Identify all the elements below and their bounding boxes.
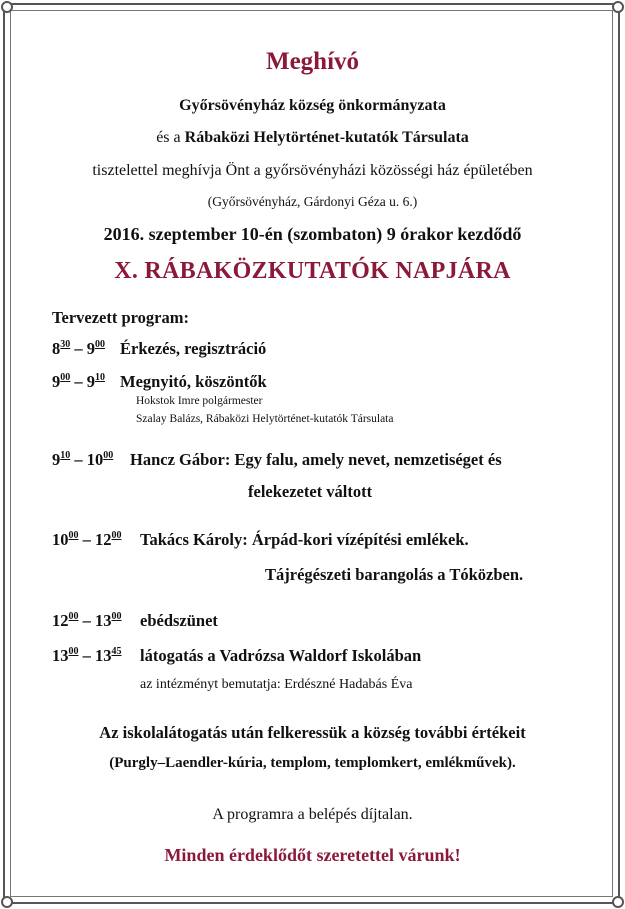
address: (Győrsövényház, Gárdonyi Géza u. 6.) — [207, 194, 418, 209]
organizer-line: Győrsövényház község önkormányzata — [179, 97, 446, 114]
invitation-title: Meghívó — [265, 48, 360, 75]
time-range: $13^{00} - 13^{45}$ — [52, 646, 122, 665]
program-item — [52, 450, 113, 470]
corner-ornament-top-left — [1, 1, 13, 13]
program-item — [52, 611, 122, 631]
program-item — [52, 372, 105, 392]
time-range: $9^{10} - 10^{00}$ — [52, 450, 114, 469]
time-range: $9^{00} - 9^{10}$ — [52, 372, 105, 391]
footer-line-2: (Purgly–Laendler-kúria, templom, templomkert, emlékművek). — [109, 755, 516, 771]
time-range: $12^{00} - 13^{00}$ — [52, 611, 122, 630]
program-item-text: Érkezés, regisztráció — [120, 339, 267, 358]
footer-line-1: Az iskolalátogatás után felkeressük a község további értékeit — [99, 723, 526, 742]
invitation-text: tisztelettel meghívja Önt a győrsövényházi közösségi ház épületében — [92, 162, 533, 179]
program-item — [52, 646, 122, 666]
corner-ornament-bottom-right — [612, 896, 624, 908]
program-heading: Tervezett program: — [52, 308, 189, 327]
program-item-text: Takács Károly: Árpád-kori vízépítési emlékek. — [140, 530, 469, 549]
date-line: 2016. szeptember 10-én (szombaton) 9 órakor kezdődő — [103, 224, 522, 244]
event-title: X. RÁBAKÖZKUTATÓK NAPJÁRA — [114, 258, 511, 284]
program-item — [52, 339, 105, 359]
program-item-text: Hancz Gábor: Egy falu, amely nevet, nemzetiséget és — [130, 450, 502, 469]
closing-line: Minden érdeklődőt szeretettel várunk! — [164, 845, 461, 865]
program-item-text: Megnyitó, köszöntők — [120, 372, 267, 391]
corner-ornament-bottom-left — [1, 896, 13, 908]
time-range: $10^{00} - 12^{00}$ — [52, 530, 122, 549]
program-item-detail: az intézményt bemutatja: Erdészné Hadabás Éva — [140, 677, 413, 692]
program-item-detail: Szalay Balázs, Rábaközi Helytörténet-kutatók Társulata — [136, 413, 394, 425]
program-item-continuation: Tájrégészeti barangolás a Tóközben. — [265, 565, 524, 584]
program-item — [52, 530, 122, 550]
corner-ornament-top-right — [612, 1, 624, 13]
time-range: $8^{30} - 9^{00}$ — [52, 339, 105, 358]
program-item-text: látogatás a Vadrózsa Waldorf Iskolában — [140, 646, 422, 665]
co-organizer-line: és a Rábaközi Helytörténet-kutatók Társulata — [156, 129, 469, 146]
program-item-text: ebédszünet — [140, 611, 218, 630]
program-item-continuation: felekezetet váltott — [248, 482, 373, 501]
program-item-detail: Hokstok Imre polgármester — [136, 395, 263, 407]
free-entry-note: A programra a belépés díjtalan. — [212, 806, 413, 823]
